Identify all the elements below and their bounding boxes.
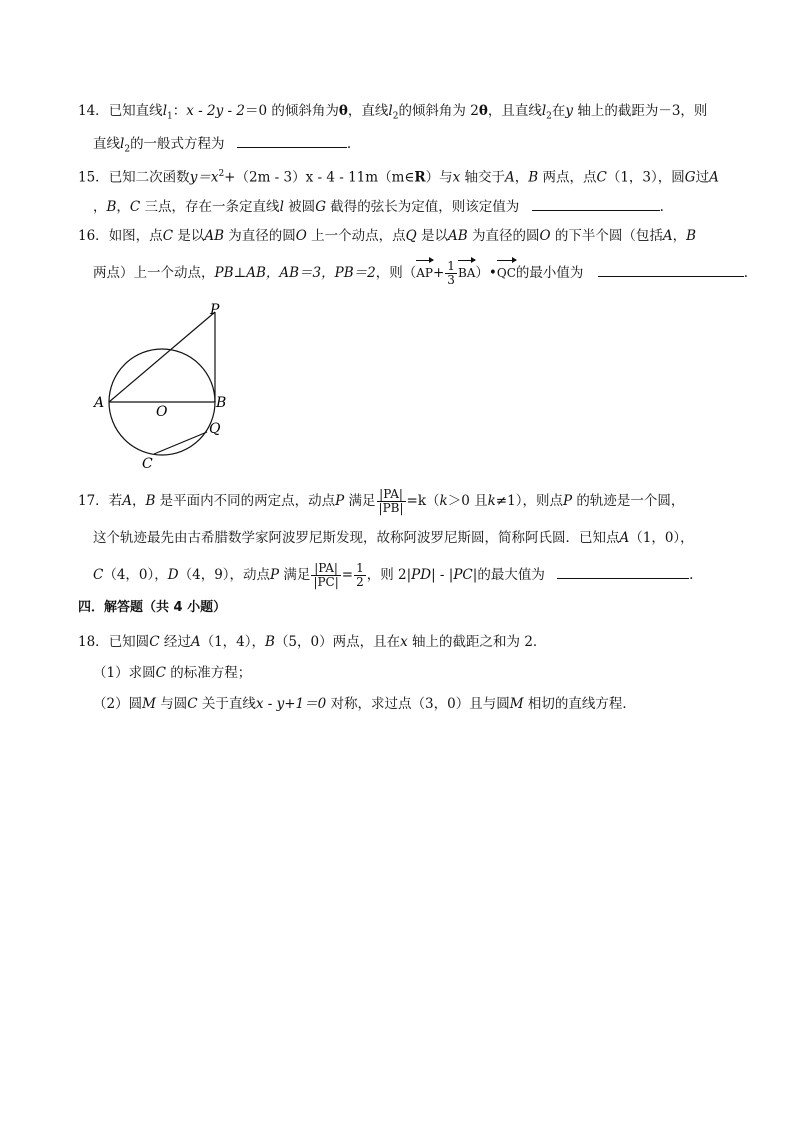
- vector-qc: QC: [497, 263, 516, 283]
- question-number: 16．: [78, 228, 109, 244]
- q17-line3: C（4，0），D（4，9），动点P 满足 $\frac{|PA|}{|PC|}$ = $\frac{1}{2}$ ，则 2|PD| - |PC|的最大值为 .: [93, 561, 694, 589]
- label-c: C: [142, 456, 153, 472]
- fraction-pa-pc: $\frac{|PA|}{|PC|}$: [313, 561, 339, 589]
- question-number: 17．: [78, 493, 109, 509]
- fraction-pa-pb: $\frac{|PA|}{|PB|}$: [378, 487, 404, 515]
- segment-ap: [109, 312, 215, 402]
- geometry-figure: [88, 298, 238, 478]
- label-q: Q: [209, 421, 221, 437]
- answer-blank[interactable]: [237, 133, 347, 148]
- answer-blank[interactable]: [557, 564, 689, 579]
- answer-blank[interactable]: [598, 262, 744, 277]
- q14-line1: 14．已知直线$l_1$：x - 2y - 2＝0 的倾斜角为θ，直线$l_2$的倾斜角为 2θ，且直线$l_2$在y 轴上的截距为－3，则: [78, 103, 708, 122]
- q15-line1: 15．已知二次函数$y=x^2+(2m - 3)x - 4$ - 11m（m∈R）与x 轴交于A，B 两点，点C（1，3），圆G过A: [78, 169, 719, 186]
- q16-line2: 两点）上一个动点，PB⊥AB，AB＝3，PB＝2，则（AP+ $\frac{1}{3}$ BA）•QC的最小值为 .: [93, 259, 749, 287]
- q17-line2: 这个轨迹最先由古希腊数学家阿波罗尼斯发现，故称阿波罗尼斯圆，简称阿氏圆．已知点A（1，0），: [93, 530, 694, 546]
- fraction-one-half: $\frac{1}{2}$: [356, 561, 364, 589]
- label-a: A: [94, 395, 105, 411]
- segment-qc: [154, 432, 207, 454]
- vector-ba: BA: [458, 263, 475, 283]
- label-o: O: [156, 404, 168, 420]
- q18-line1: 18．已知圆C 经过A（1，4），B（5，0）两点，且在x 轴上的截距之和为 2．: [78, 634, 547, 650]
- q16-line1: 16．如图，点C 是以AB 为直径的圆O 上一个动点，点Q 是以AB 为直径的圆O 的下半个圆（包括A，B: [78, 228, 697, 244]
- q18-part2: （2）圆M 与圆C 关于直线x - y+1＝0 对称，求过点（3，0）且与圆M 相切的直线方程．: [93, 696, 636, 712]
- question-number: 15．: [78, 169, 109, 186]
- label-b: B: [216, 395, 227, 411]
- section-heading: 四．解答题（共 4 小题）: [78, 600, 227, 615]
- question-number: 18．: [78, 634, 109, 650]
- question-number: 14．: [78, 103, 109, 119]
- vector-ap: AP: [416, 263, 433, 283]
- q15-line2: ，B，C 三点，存在一条定直线l 被圆G 截得的弦长为定值，则该定值为 .: [93, 196, 664, 217]
- q18-part1: （1）求圆C 的标准方程；: [93, 665, 252, 681]
- q17-line1: 17．若A，B 是平面内不同的两定点，动点P 满足 $\frac{|PA|}{|PB|}$ =k（k＞0 且k≠1），则点P 的轨迹是一个圆，: [78, 487, 685, 515]
- q14-line2: 直线$l_2$的一般式方程为 .: [93, 133, 351, 160]
- fraction-one-third: $\frac{1}{3}$: [447, 259, 455, 287]
- answer-blank[interactable]: [532, 196, 660, 211]
- label-p: P: [210, 302, 220, 318]
